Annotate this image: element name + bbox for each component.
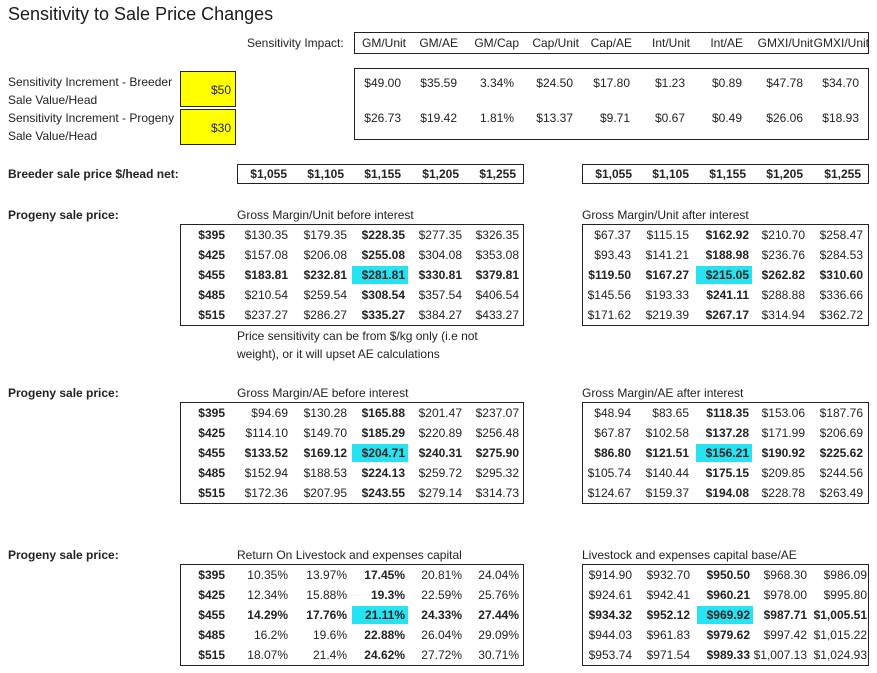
table-cell: $102.58: [645, 426, 689, 440]
impact-progeny-cell: $9.71: [599, 111, 630, 125]
table-cell: $130.35: [244, 228, 288, 242]
table-cell: $932.70: [646, 568, 690, 582]
breeder-price-label: Breeder sale price $/head net:: [8, 167, 179, 181]
progeny-price-cell: $485: [198, 288, 225, 302]
breeder-price-cell: $1,255: [479, 167, 516, 181]
gm-unit-after-title: Gross Margin/Unit after interest: [582, 208, 749, 222]
breeder-price-cell: $1,055: [250, 167, 287, 181]
table-cell: $914.90: [588, 568, 632, 582]
table-cell: $1,024.93: [813, 648, 867, 662]
table-cell: $971.54: [646, 648, 690, 662]
impact-breeder-cell: $47.78: [766, 76, 803, 90]
table-cell: $219.39: [645, 308, 689, 322]
impact-progeny-cell: 1.81%: [479, 111, 514, 125]
table-cell: $201.47: [418, 406, 462, 420]
impact-header-cell: Cap/AE: [590, 36, 632, 50]
breeder-price-cell: $1,155: [364, 167, 401, 181]
table-cell: $1,005.51: [813, 608, 867, 622]
table-cell: 19.3%: [370, 588, 405, 602]
table-cell: $165.88: [361, 406, 405, 420]
impact-breeder-cell: 3.34%: [479, 76, 514, 90]
table-cell: $258.47: [819, 228, 863, 242]
impact-breeder-cell: $1.23: [654, 76, 685, 90]
table-cell: $267.17: [705, 308, 749, 322]
impact-label: Sensitivity Impact:: [247, 36, 344, 50]
table-cell: 24.04%: [478, 568, 519, 582]
table-cell: $236.76: [761, 248, 805, 262]
table-cell: $259.72: [418, 466, 462, 480]
table-cell: $259.54: [303, 288, 347, 302]
table-cell: 17.45%: [364, 568, 405, 582]
table-cell: $262.82: [761, 268, 805, 282]
table-cell: $172.36: [244, 486, 288, 500]
impact-progeny-cell: $26.06: [766, 111, 803, 125]
table-cell: $275.90: [475, 446, 519, 460]
table-cell: $978.00: [763, 588, 807, 602]
impact-header-cell: GMXI/Unit: [813, 36, 869, 50]
impact-progeny-cell: $19.42: [420, 111, 457, 125]
progeny-price-cell: $515: [198, 648, 225, 662]
table-cell: $159.37: [645, 486, 689, 500]
table-cell: $105.74: [587, 466, 631, 480]
table-cell: $987.71: [763, 608, 807, 622]
progeny-price-cell: $395: [198, 568, 225, 582]
impact-values-box: [354, 68, 869, 140]
table-cell: $183.81: [244, 268, 288, 282]
table-cell: 19.6%: [312, 628, 347, 642]
table-cell: $207.95: [303, 486, 347, 500]
table-cell: $953.74: [588, 648, 632, 662]
gm-unit-after-table: [582, 224, 869, 326]
breeder-increment-label-2: Sale Value/Head: [8, 93, 98, 107]
progeny-price-label-3: Progeny sale price:: [8, 548, 119, 562]
table-cell: $194.08: [705, 486, 749, 500]
table-cell: $86.80: [594, 446, 631, 460]
table-cell: $314.94: [761, 308, 805, 322]
table-cell: $124.67: [587, 486, 631, 500]
table-cell: 10.35%: [247, 568, 288, 582]
progeny-price-cell: $485: [198, 466, 225, 480]
capital-base-table: [582, 564, 869, 666]
gm-ae-after-title: Gross Margin/AE after interest: [582, 386, 744, 400]
table-cell: $157.08: [244, 248, 288, 262]
table-cell: 16.2%: [253, 628, 288, 642]
progeny-price-cell: $425: [198, 426, 225, 440]
gm-ae-before-title: Gross Margin/AE before interest: [237, 386, 409, 400]
table-cell: 27.44%: [478, 608, 519, 622]
breeder-price-cell: $1,205: [422, 167, 459, 181]
table-cell: 30.71%: [478, 648, 519, 662]
table-cell: $228.35: [361, 228, 405, 242]
table-cell: $950.50: [706, 568, 750, 582]
note-line-1: Price sensitivity can be from $/kg only (i.e not: [237, 329, 478, 343]
impact-header-cell: GMXI/Unit: [757, 36, 813, 50]
progeny-price-cell: $515: [198, 486, 225, 500]
table-cell: $995.80: [823, 588, 867, 602]
gm-unit-before-title: Gross Margin/Unit before interest: [237, 208, 414, 222]
breeder-price-cell: $1,105: [652, 167, 689, 181]
impact-header-cell: Int/Unit: [651, 36, 690, 50]
table-cell: $185.29: [361, 426, 405, 440]
table-cell: $162.92: [705, 228, 749, 242]
impact-progeny-cell: $0.49: [711, 111, 742, 125]
table-cell: 12.34%: [247, 588, 288, 602]
progeny-price-cell: $515: [198, 308, 225, 322]
table-cell: $406.54: [475, 288, 519, 302]
table-cell: $133.52: [244, 446, 288, 460]
table-cell: $130.28: [303, 406, 347, 420]
gm-ae-after-table: [582, 402, 869, 504]
table-cell: $193.33: [645, 288, 689, 302]
table-cell: $384.27: [418, 308, 462, 322]
table-cell: $206.69: [819, 426, 863, 440]
table-cell: 17.76%: [306, 608, 347, 622]
table-cell: $188.98: [705, 248, 749, 262]
table-cell: $224.13: [361, 466, 405, 480]
impact-header-cell: Int/AE: [710, 36, 743, 50]
table-cell: 27.72%: [421, 648, 462, 662]
table-cell: $1,015.22: [813, 628, 867, 642]
table-cell: $997.42: [763, 628, 807, 642]
table-cell: $335.27: [361, 308, 405, 322]
table-cell: $968.30: [763, 568, 807, 582]
table-cell: $190.92: [761, 446, 805, 460]
table-cell: $209.85: [761, 466, 805, 480]
table-cell: 26.04%: [421, 628, 462, 642]
breeder-increment-label: Sensitivity Increment - Breeder: [8, 75, 173, 89]
table-cell: $240.31: [418, 446, 462, 460]
table-cell: $225.62: [819, 446, 863, 460]
note-line-2: weight), or it will upset AE calculations: [237, 347, 440, 361]
table-cell: $255.08: [361, 248, 405, 262]
table-cell: $330.81: [418, 268, 462, 282]
return-capital-table: [180, 564, 524, 666]
impact-breeder-cell: $0.89: [711, 76, 742, 90]
page-title: Sensitivity to Sale Price Changes: [8, 4, 274, 24]
table-cell: $961.83: [646, 628, 690, 642]
capital-base-title: Livestock and expenses capital base/AE: [582, 548, 797, 562]
table-cell: $286.27: [303, 308, 347, 322]
table-cell: $152.94: [244, 466, 288, 480]
table-cell: $288.88: [761, 288, 805, 302]
table-cell: 14.29%: [247, 608, 288, 622]
table-cell: $310.60: [819, 268, 863, 282]
progeny-price-cell: $395: [198, 228, 225, 242]
table-cell: $93.43: [594, 248, 631, 262]
table-cell: $118.35: [706, 406, 749, 420]
progeny-increment-label-2: Sale Value/Head: [8, 129, 98, 143]
impact-progeny-cell: $0.67: [654, 111, 685, 125]
progeny-price-cell: $425: [198, 248, 225, 262]
table-cell: 24.62%: [364, 648, 405, 662]
table-cell: $357.54: [418, 288, 462, 302]
table-cell: 18.07%: [247, 648, 288, 662]
table-cell: $952.12: [646, 608, 690, 622]
table-cell: $204.71: [352, 444, 408, 462]
table-cell: 22.59%: [421, 588, 462, 602]
table-cell: 29.09%: [478, 628, 519, 642]
table-cell: $944.03: [588, 628, 632, 642]
progeny-price-label-1: Progeny sale price:: [8, 208, 119, 222]
table-cell: $314.73: [475, 486, 519, 500]
table-cell: $175.15: [705, 466, 749, 480]
gm-ae-before-table: [180, 402, 524, 504]
impact-header-cell: GM/Cap: [474, 36, 519, 50]
table-cell: $179.35: [303, 228, 347, 242]
table-cell: $362.72: [819, 308, 863, 322]
table-cell: $67.37: [594, 228, 631, 242]
table-cell: $304.08: [418, 248, 462, 262]
progeny-price-label-2: Progeny sale price:: [8, 386, 119, 400]
table-cell: $210.70: [761, 228, 805, 242]
table-cell: $277.35: [418, 228, 462, 242]
table-cell: $121.51: [645, 446, 689, 460]
table-cell: $244.56: [819, 466, 863, 480]
table-cell: $979.62: [706, 628, 750, 642]
progeny-price-cell: $455: [198, 446, 225, 460]
table-cell: $215.05: [696, 266, 752, 284]
table-cell: $149.70: [303, 426, 347, 440]
table-cell: $295.32: [475, 466, 519, 480]
impact-breeder-cell: $35.59: [420, 76, 457, 90]
breeder-prices-box-right: [582, 164, 869, 184]
table-cell: $326.35: [475, 228, 519, 242]
breeder-prices-box-left: [237, 164, 524, 184]
table-cell: $153.06: [761, 406, 805, 420]
impact-progeny-cell: $18.93: [822, 111, 859, 125]
table-cell: 22.88%: [364, 628, 405, 642]
table-cell: $210.54: [244, 288, 288, 302]
breeder-price-cell: $1,055: [595, 167, 632, 181]
table-cell: $67.87: [594, 426, 631, 440]
table-cell: 21.11%: [352, 606, 408, 624]
table-cell: $140.44: [645, 466, 689, 480]
table-cell: $934.32: [588, 608, 632, 622]
table-cell: $989.33: [706, 648, 750, 662]
table-cell: $986.09: [823, 568, 867, 582]
progeny-price-cell: $455: [198, 268, 225, 282]
table-cell: $83.65: [652, 406, 689, 420]
progeny-price-cell: $485: [198, 628, 225, 642]
table-cell: $433.27: [475, 308, 519, 322]
breeder-price-cell: $1,105: [307, 167, 344, 181]
table-cell: 20.81%: [421, 568, 462, 582]
table-cell: 13.97%: [306, 568, 347, 582]
impact-breeder-cell: $49.00: [364, 76, 401, 90]
table-cell: $94.69: [251, 406, 288, 420]
progeny-price-cell: $425: [198, 588, 225, 602]
table-cell: $308.54: [361, 288, 405, 302]
table-cell: $237.27: [244, 308, 288, 322]
table-cell: $137.28: [705, 426, 749, 440]
impact-progeny-cell: $26.73: [364, 111, 401, 125]
table-cell: $281.81: [352, 266, 408, 284]
table-cell: $145.56: [587, 288, 631, 302]
table-cell: $284.53: [819, 248, 863, 262]
return-capital-title: Return On Livestock and expenses capital: [237, 548, 462, 562]
table-cell: 21.4%: [312, 648, 347, 662]
table-cell: $232.81: [303, 268, 347, 282]
table-cell: $171.99: [761, 426, 805, 440]
table-cell: $206.08: [303, 248, 347, 262]
progeny-increment-label: Sensitivity Increment - Progeny: [8, 111, 175, 125]
table-cell: $263.49: [819, 486, 863, 500]
table-cell: 15.88%: [306, 588, 347, 602]
impact-breeder-cell: $17.80: [593, 76, 630, 90]
impact-progeny-cell: $13.37: [536, 111, 573, 125]
table-cell: $119.50: [588, 268, 631, 282]
table-cell: $256.48: [475, 426, 519, 440]
table-cell: $353.08: [475, 248, 519, 262]
breeder-price-cell: $1,155: [709, 167, 746, 181]
impact-breeder-cell: $24.50: [536, 76, 573, 90]
table-cell: $187.76: [819, 406, 863, 420]
gm-unit-before-table: [180, 224, 524, 326]
impact-header-cell: Cap/Unit: [532, 36, 579, 50]
table-cell: $167.27: [645, 268, 689, 282]
table-cell: $942.41: [646, 588, 690, 602]
table-cell: 24.33%: [421, 608, 462, 622]
table-cell: $379.81: [475, 268, 519, 282]
table-cell: $1,007.13: [753, 648, 807, 662]
impact-header-cell: GM/AE: [419, 36, 458, 50]
table-cell: $960.21: [706, 588, 750, 602]
table-cell: $237.07: [475, 406, 519, 420]
progeny-price-cell: $395: [198, 406, 225, 420]
table-cell: $969.92: [697, 606, 753, 624]
table-cell: $243.55: [361, 486, 405, 500]
breeder-price-cell: $1,205: [766, 167, 803, 181]
table-cell: $279.14: [418, 486, 462, 500]
progeny-price-cell: $455: [198, 608, 225, 622]
progeny-increment-input[interactable]: $30: [180, 109, 236, 145]
table-cell: $141.21: [645, 248, 689, 262]
impact-breeder-cell: $34.70: [822, 76, 859, 90]
table-cell: $228.78: [761, 486, 805, 500]
table-cell: 25.76%: [478, 588, 519, 602]
table-cell: $241.11: [706, 288, 749, 302]
table-cell: $169.12: [303, 446, 347, 460]
table-cell: $188.53: [303, 466, 347, 480]
breeder-increment-input[interactable]: $50: [180, 71, 236, 107]
table-cell: $114.10: [245, 426, 288, 440]
table-cell: $171.62: [587, 308, 631, 322]
table-cell: $924.61: [588, 588, 632, 602]
table-cell: $156.21: [696, 444, 752, 462]
table-cell: $336.66: [819, 288, 863, 302]
table-cell: $115.15: [646, 228, 689, 242]
impact-header-box: [354, 32, 869, 54]
impact-header-cell: GM/Unit: [361, 36, 406, 50]
table-cell: $220.89: [418, 426, 462, 440]
breeder-price-cell: $1,255: [824, 167, 861, 181]
table-cell: $48.94: [594, 406, 631, 420]
